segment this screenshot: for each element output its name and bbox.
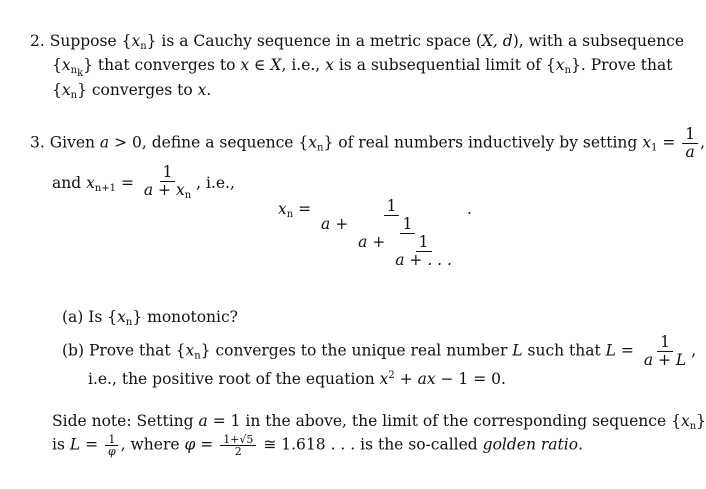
math: x	[86, 174, 95, 192]
text: (b) Prove that {	[62, 341, 186, 360]
part-b-line-2	[88, 370, 506, 388]
math: x	[117, 308, 126, 326]
side-note-line-2	[52, 434, 583, 457]
fraction	[318, 198, 465, 269]
numerator: 1	[105, 434, 118, 446]
math: x	[325, 56, 334, 74]
side-note-line-1	[52, 412, 706, 432]
text: i.e., the positive root of the equation	[88, 370, 380, 388]
text: > 0, define a sequence {	[109, 133, 309, 152]
text: =	[80, 435, 103, 454]
denominator: a + L	[643, 351, 687, 369]
text: } converges to the unique real number	[200, 341, 513, 360]
continued-fraction	[278, 197, 472, 269]
text: ,	[691, 341, 697, 360]
numerator: 1	[384, 198, 400, 216]
text: }. Prove that	[571, 56, 673, 74]
math: 2	[388, 370, 395, 381]
problem-3-line-1	[30, 126, 705, 161]
math: n	[184, 190, 192, 201]
math: X, d	[481, 32, 513, 50]
math: =	[293, 200, 317, 218]
emphasis: golden ratio	[482, 435, 579, 454]
text: ), with a subsequence	[512, 32, 685, 50]
denominator	[141, 182, 194, 204]
fraction	[355, 216, 460, 269]
text: ∈	[249, 56, 271, 74]
math: x	[61, 56, 71, 74]
math: n	[125, 317, 133, 328]
math: x	[680, 412, 690, 430]
math: ax	[417, 370, 436, 388]
text: (a) Is {	[62, 308, 118, 326]
math: n	[689, 421, 697, 432]
math: X	[270, 56, 282, 74]
problem-2-line-1	[30, 32, 684, 52]
text: +	[394, 370, 418, 388]
fraction	[220, 434, 256, 457]
text: Given	[49, 133, 100, 152]
denominator	[355, 234, 460, 269]
numerator: 1	[400, 216, 416, 234]
text: is	[52, 435, 70, 454]
text: such that	[522, 341, 606, 360]
text: .	[466, 200, 472, 218]
fraction	[682, 126, 698, 161]
fraction	[141, 164, 194, 204]
text: =	[657, 133, 681, 152]
math: L	[512, 341, 523, 360]
numerator: 1	[160, 164, 176, 182]
problem-2-line-2	[52, 56, 672, 79]
text: .	[578, 435, 583, 454]
text: ,	[700, 133, 706, 152]
math: 1	[651, 142, 658, 154]
text: , where	[120, 435, 185, 454]
text: , i.e.,	[196, 174, 235, 192]
math: n	[317, 142, 324, 154]
math: a	[99, 133, 110, 152]
text: = 1 in the above, the limit of the corresponding sequence {	[207, 412, 681, 430]
numerator: 1+√5	[220, 434, 256, 446]
math: φ	[184, 435, 196, 454]
math: x	[308, 133, 317, 152]
math: x	[555, 56, 565, 74]
denominator: a + . . .	[395, 251, 452, 269]
numerator: 1	[657, 334, 673, 352]
math: n	[194, 350, 201, 362]
denominator: 2	[234, 445, 242, 458]
math: L	[605, 341, 616, 360]
text: } that converges to	[83, 56, 241, 74]
math: n	[564, 65, 571, 76]
math: x	[379, 370, 389, 388]
math: x	[131, 32, 141, 50]
math: a	[198, 412, 208, 430]
problem-3-line-2	[52, 164, 235, 204]
text: ≅ 1.618 . . . is the so-called	[258, 435, 483, 454]
math: x	[278, 200, 287, 218]
text: } converges to	[77, 81, 198, 99]
math: a +	[321, 215, 349, 233]
fraction	[392, 234, 455, 269]
text: {	[52, 81, 62, 99]
math: k	[77, 68, 84, 79]
text: Suppose {	[49, 32, 132, 50]
numerator: 1	[416, 234, 432, 252]
math: a + x	[143, 181, 185, 199]
denominator: a	[685, 143, 695, 161]
part-a	[62, 308, 238, 328]
fraction	[105, 434, 119, 457]
fraction	[641, 334, 689, 369]
math: n	[70, 65, 78, 76]
text: =	[195, 435, 219, 454]
text: Side note: Setting	[52, 412, 199, 430]
text: {	[52, 56, 62, 74]
numerator: 1	[682, 126, 698, 144]
text: − 1 = 0.	[435, 370, 506, 388]
text: and	[52, 174, 87, 192]
denominator: φ	[107, 445, 116, 458]
text: =	[116, 174, 139, 192]
text: } is a Cauchy sequence in a metric space (	[146, 32, 482, 50]
problem-2-line-3	[52, 81, 211, 101]
math: x	[642, 133, 652, 152]
math: x	[240, 56, 250, 74]
text: .	[206, 81, 212, 99]
text: }	[696, 412, 706, 430]
math: x	[61, 81, 71, 99]
math: L	[69, 435, 81, 454]
problem-number: 2.	[30, 32, 45, 50]
math: x	[185, 341, 195, 360]
math: n	[70, 90, 78, 101]
math: n+1	[94, 183, 117, 194]
text: , i.e.,	[281, 56, 326, 74]
text: } of real numbers inductively by setting	[323, 133, 643, 152]
text: } monotonic?	[132, 308, 238, 326]
problem-number: 3.	[30, 133, 45, 152]
math: n	[286, 209, 294, 220]
part-b-line-1	[62, 334, 696, 369]
math: x	[197, 81, 207, 99]
math: n	[140, 41, 147, 52]
denominator	[318, 216, 465, 269]
text: is a subsequential limit of {	[333, 56, 556, 74]
text: =	[615, 341, 639, 360]
math: a +	[358, 233, 386, 251]
